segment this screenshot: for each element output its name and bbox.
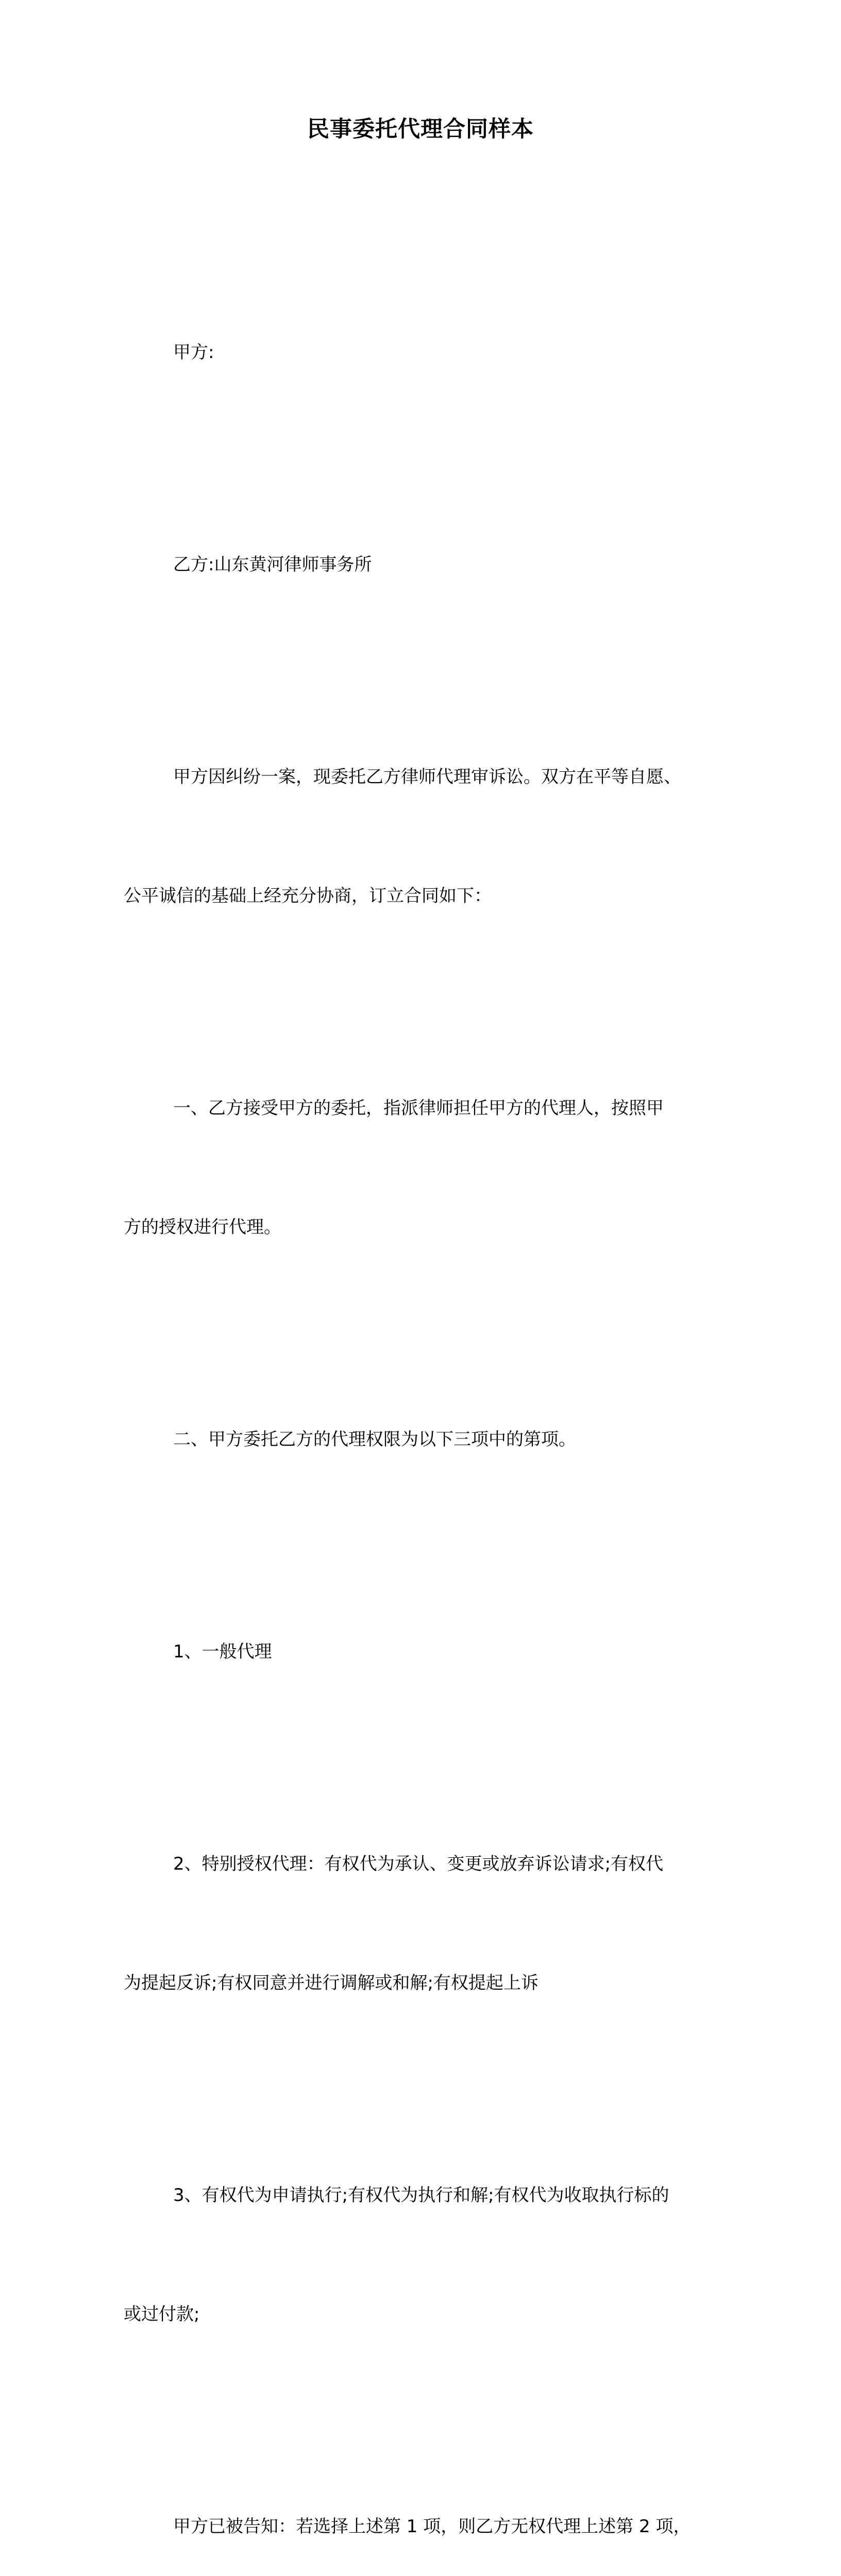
clause-2-paragraph (124, 1341, 721, 1539)
paragraph-line: 3、有权代为申请执行;有权代为执行和解;有权代为收取执行标的 (173, 2185, 669, 2206)
option-3-paragraph (124, 2096, 721, 2414)
intro-paragraph (124, 678, 721, 995)
party-b-paragraph (124, 466, 721, 664)
paragraph-line: 公平诚信的基础上经充分协商，订立合同如下： (124, 886, 492, 906)
paragraph-line: 方的授权进行代理。 (124, 1217, 281, 1238)
document-title: 民事委托代理合同样本 (307, 116, 534, 142)
paragraph-line: 乙方:山东黄河律师事务所 (173, 554, 372, 575)
paragraph-line: 或过付款; (124, 2304, 200, 2325)
option-2-paragraph (124, 1765, 721, 2082)
paragraph-line: 一、乙方接受甲方的委托，指派律师担任甲方的代理人，按照甲 (173, 1098, 664, 1118)
document-body (124, 253, 721, 2576)
clause-1-paragraph (124, 1009, 721, 1327)
paragraph-line: 二、甲方委托乙方的代理权限为以下三项中的第项。 (173, 1429, 576, 1450)
paragraph-line: 甲方已被告知：若选择上述第 1 项，则乙方无权代理上述第 2 项， (173, 2516, 691, 2537)
paragraph-line: 甲方: (173, 342, 214, 363)
paragraph-line: 甲方因纠纷一案，现委托乙方律师代理审诉讼。双方在平等自愿、 (173, 767, 681, 787)
paragraph-line: 2、特别授权代理：有权代为承认、变更或放弃诉讼请求;有权代 (173, 1854, 664, 1874)
paragraph-line: 1、一般代理 (173, 1641, 272, 1662)
option-1-paragraph (124, 1553, 721, 1751)
paragraph-line: 为提起反诉;有权同意并进行调解或和解;有权提起上诉 (124, 1973, 539, 1993)
party-a-paragraph (124, 253, 721, 452)
notice-paragraph (124, 2428, 721, 2576)
